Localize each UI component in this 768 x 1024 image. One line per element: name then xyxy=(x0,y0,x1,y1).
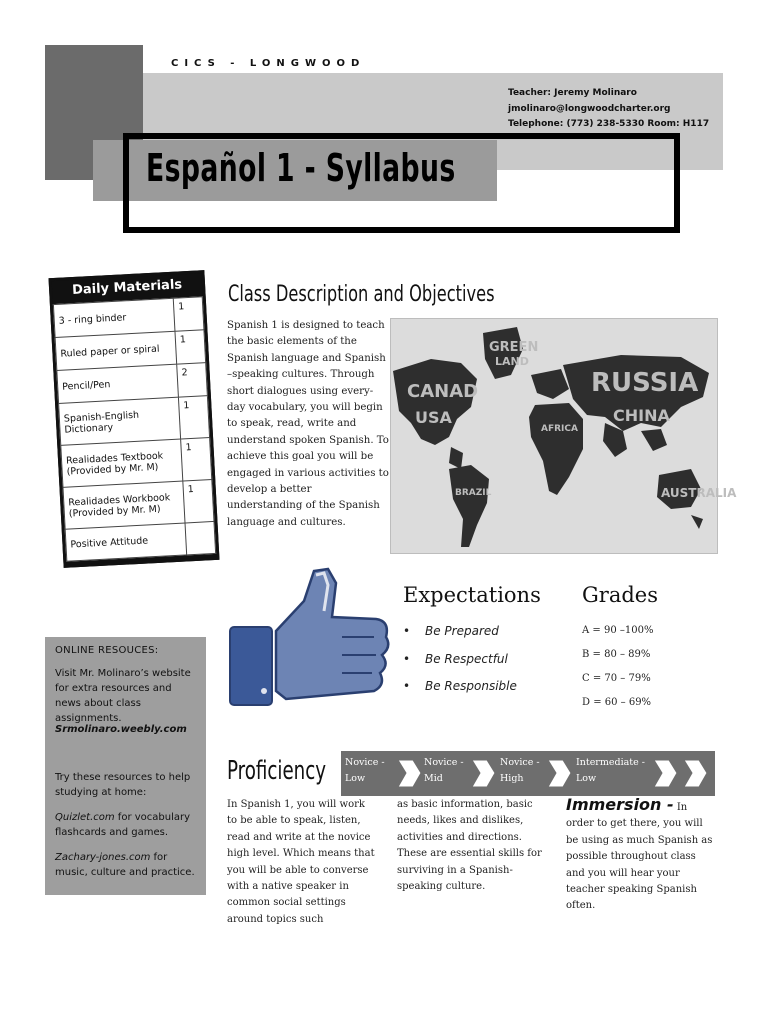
level-novice-mid: Novice - Mid xyxy=(424,757,464,784)
material-qty: 1 xyxy=(178,396,209,439)
proficiency-text-col2: as basic information, basic needs, likes and dislikes, activities and directions. These are essential skills for surviving in a Spanish-speaking culture. xyxy=(397,799,542,893)
materials-heading: Daily Materials xyxy=(71,277,183,299)
svg-text:CANAD: CANAD xyxy=(407,381,479,402)
thumbs-up-graphic xyxy=(224,565,394,713)
quizlet-item: Quizlet.com for vocabulary flashcards and games. xyxy=(55,812,191,838)
list-item: • Be Prepared xyxy=(403,624,499,638)
material-qty xyxy=(185,521,216,554)
zachary-link[interactable]: Zachary-jones.com xyxy=(55,852,151,863)
grades-heading: Grades xyxy=(582,583,658,607)
expectations-heading: Expectations xyxy=(403,583,541,607)
teacher-phone: Telephone: (773) 238-5330 Room: H117 xyxy=(508,119,710,129)
material-qty: 1 xyxy=(183,480,214,523)
immersion-block xyxy=(566,797,716,915)
material-qty: 1 xyxy=(173,297,204,331)
zachary-item: Zachary-jones.com for music, culture and practice. xyxy=(55,852,195,878)
grades-list xyxy=(582,625,653,721)
school-name: CICS - LONGWOOD xyxy=(171,58,366,69)
material-name: Spanish-English Dictionary xyxy=(59,397,181,445)
materials-table xyxy=(53,296,216,561)
proficiency-levels-bar xyxy=(341,751,715,796)
material-name: 3 - ring binder xyxy=(53,298,175,337)
material-name: Pencil/Pen xyxy=(57,364,179,403)
table-row xyxy=(65,521,215,561)
daily-materials-box xyxy=(49,270,220,568)
svg-text:BRAZIL: BRAZIL xyxy=(455,488,492,498)
material-qty: 1 xyxy=(175,330,206,364)
level-novice-low: Novice - Low xyxy=(345,757,385,784)
material-name: Realidades Textbook (Provided by Mr. M) xyxy=(61,439,183,487)
svg-text:AFRICA: AFRICA xyxy=(541,424,578,434)
proficiency-text-col1: In Spanish 1, you will work to be able to speak, listen, read and write at the novice high level. Which means that you will be able to converse with a native speaker in common social settings around topics such xyxy=(227,799,375,925)
material-name: Realidades Workbook (Provided by Mr. M) xyxy=(63,481,185,529)
online-resources-heading: ONLINE RESOUCES: xyxy=(55,645,159,656)
svg-text:USA: USA xyxy=(415,408,452,427)
website-link[interactable]: Srmolinaro.weebly.com xyxy=(55,724,187,735)
level-novice-high: Novice - High xyxy=(500,757,540,784)
grade-item: D = 60 – 69% xyxy=(582,697,652,708)
svg-text:LAND: LAND xyxy=(495,355,529,368)
material-qty: 1 xyxy=(181,438,212,481)
immersion-text: In order to get there, you will be using as much Spanish as possible throughout class and you will hear your teacher speaking Spanish often. xyxy=(566,802,713,912)
grade-item: C = 70 – 79% xyxy=(582,673,651,684)
material-name: Positive Attitude xyxy=(65,523,187,561)
quizlet-link[interactable]: Quizlet.com xyxy=(55,812,115,823)
teacher-name: Teacher: Jeremy Molinaro xyxy=(508,88,637,98)
world-map-graphic xyxy=(391,319,737,553)
grade-item: B = 80 – 89% xyxy=(582,649,651,660)
thumbs-up-icon xyxy=(224,565,394,713)
svg-text:CHINA: CHINA xyxy=(613,406,670,425)
grade-item: A = 90 –100% xyxy=(582,625,654,636)
class-description-text: Spanish 1 is designed to teach the basic elements of the Spanish language and Spanish –speaking cultures. Through short dialogues using every-day vocabulary, you will begin to speak, read, write and understand spoken Spanish. To achieve this goal you will be engaged in various activities to develop a better understanding of the Spanish language and cultures. xyxy=(227,320,389,528)
list-item: • Be Respectful xyxy=(403,651,508,666)
online-resources-text: Visit Mr. Molinaro’s website for extra resources and news about class assignments. xyxy=(55,668,191,724)
svg-text:AUSTRALIA: AUSTRALIA xyxy=(661,486,737,500)
material-name: Ruled paper or spiral xyxy=(55,331,177,370)
svg-text:GREEN: GREEN xyxy=(489,340,539,355)
class-description-heading: Class Description and Objectives xyxy=(228,282,495,307)
svg-text:RUSSIA: RUSSIA xyxy=(591,368,699,398)
page-title: Español 1 - Syllabus xyxy=(146,146,456,190)
proficiency-heading: Proficiency xyxy=(227,756,327,786)
teacher-email[interactable]: jmolinaro@longwoodcharter.org xyxy=(508,103,671,114)
world-map-image xyxy=(390,318,737,554)
teacher-info xyxy=(508,86,709,133)
expectations-list xyxy=(403,624,517,707)
study-resources-text: Try these resources to help studying at home: xyxy=(55,772,191,798)
material-qty: 2 xyxy=(177,363,208,397)
list-item: • Be Responsible xyxy=(403,679,517,693)
online-resources-box xyxy=(45,637,206,895)
level-intermediate-low: Intermediate - Low xyxy=(576,757,645,784)
immersion-heading: Immersion - xyxy=(566,795,674,814)
